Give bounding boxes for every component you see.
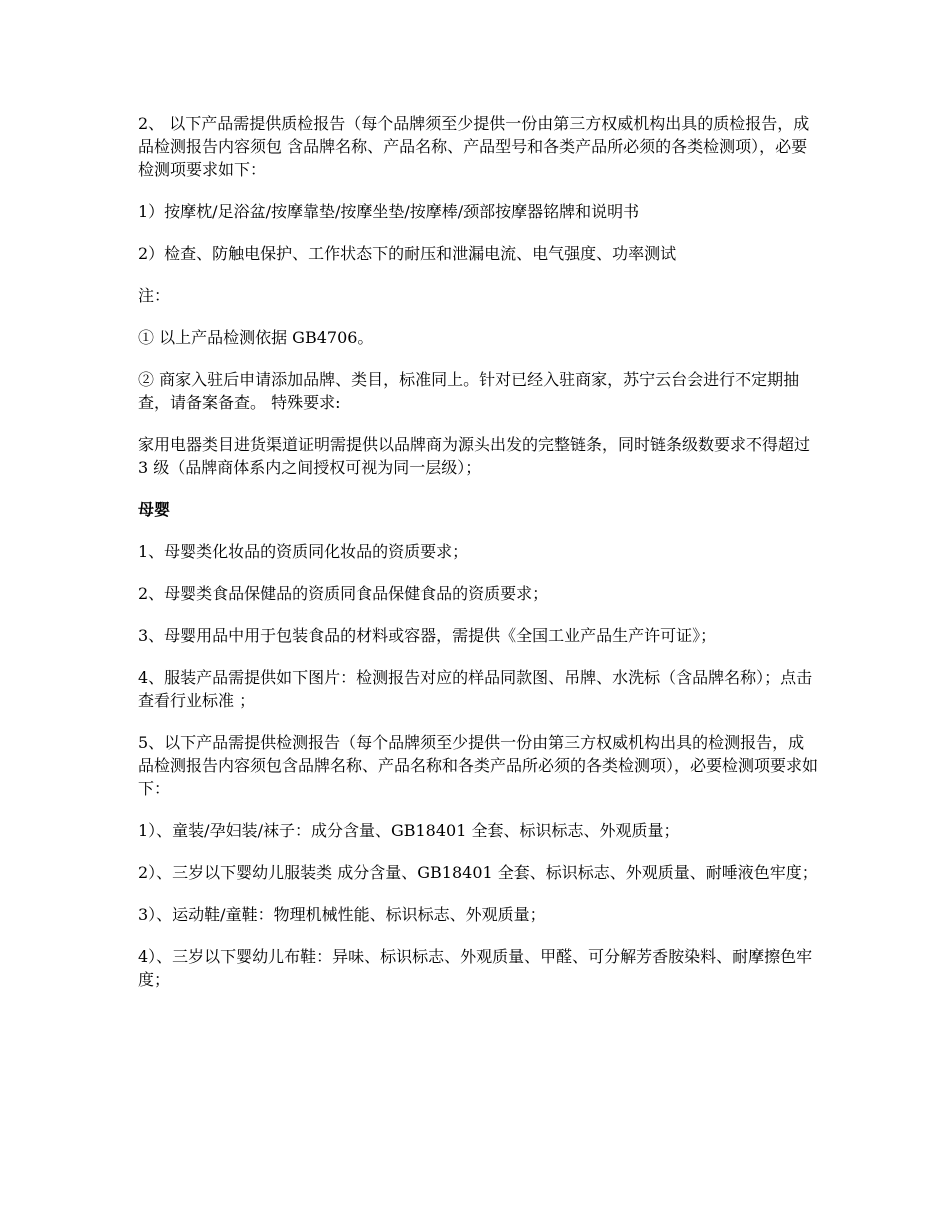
paragraph-infant-cloth-shoes: 4）、三岁以下婴幼儿布鞋：异味、标识标志、外观质量、甲醛、可分解芳香胺染料、耐摩擦色牢度； — [138, 947, 813, 989]
paragraph-electrical-tests: 2）检查、防触电保护、工作状态下的耐压和泄漏电流、电气强度、功率测试 — [138, 244, 677, 263]
paragraph-food-packaging: 3、母婴用品中用于包装食品的材料或容器，需提供《全国工业产品生产许可证》； — [138, 626, 717, 645]
document-page — [138, 112, 818, 1010]
paragraph-note-2: ② 商家入驻后申请添加品牌、类目，标准同上。针对已经入驻商家，苏宁云台会进行不定期抽查，请备案备查。 特殊要求: — [138, 370, 800, 412]
paragraph-note-1: ① 以上产品检测依据 GB4706。 — [138, 328, 374, 347]
section-heading-maternal-infant: 母婴 — [138, 500, 171, 519]
paragraph-health-food: 2、母婴类食品保健品的资质同食品保健食品的资质要求； — [138, 584, 549, 603]
paragraph-cosmetics: 1、母婴类化妆品的资质同化妆品的资质要求； — [138, 542, 469, 561]
paragraph-massage-items: 1）按摩枕/足浴盆/按摩靠垫/按摩坐垫/按摩棒/颈部按摩器铭牌和说明书 — [138, 202, 640, 221]
paragraph-note-label: 注： — [138, 286, 171, 305]
paragraph-quality-report: 2、 以下产品需提供质检报告（每个品牌须至少提供一份由第三方权威机构出具的质检报告，成品检测报告内容须包 含品牌名称、产品名称、产品型号和各类产品所必须的各类检测项），必要检测项要求如下： — [138, 114, 810, 179]
paragraph-sports-shoes: 3）、运动鞋/童鞋：物理机械性能、标识标志、外观质量； — [138, 905, 546, 924]
paragraph-apparel-images: 4、服装产品需提供如下图片：检测报告对应的样品同款图、吊牌、水洗标（含品牌名称）；点击查看行业标准 ； — [138, 668, 813, 710]
paragraph-children-clothing: 1）、童装/孕妇装/袜子：成分含量、GB18401 全套、标识标志、外观质量； — [138, 821, 680, 840]
paragraph-infant-clothing: 2）、三岁以下婴幼儿服装类 成分含量、GB18401 全套、标识标志、外观质量、耐唾液色牢度； — [138, 863, 818, 882]
paragraph-appliance-channel: 家用电器类目进货渠道证明需提供以品牌商为源头出发的完整链条，同时链条级数要求不得超过 3 级（品牌商体系内之间授权可视为同一层级）； — [138, 435, 816, 477]
paragraph-test-report: 5、以下产品需提供检测报告（每个品牌须至少提供一份由第三方权威机构出具的检测报告，成品检测报告内容须包含品牌名称、产品名称和各类产品所必须的各类检测项），必要检测项要求如下： — [138, 733, 819, 798]
